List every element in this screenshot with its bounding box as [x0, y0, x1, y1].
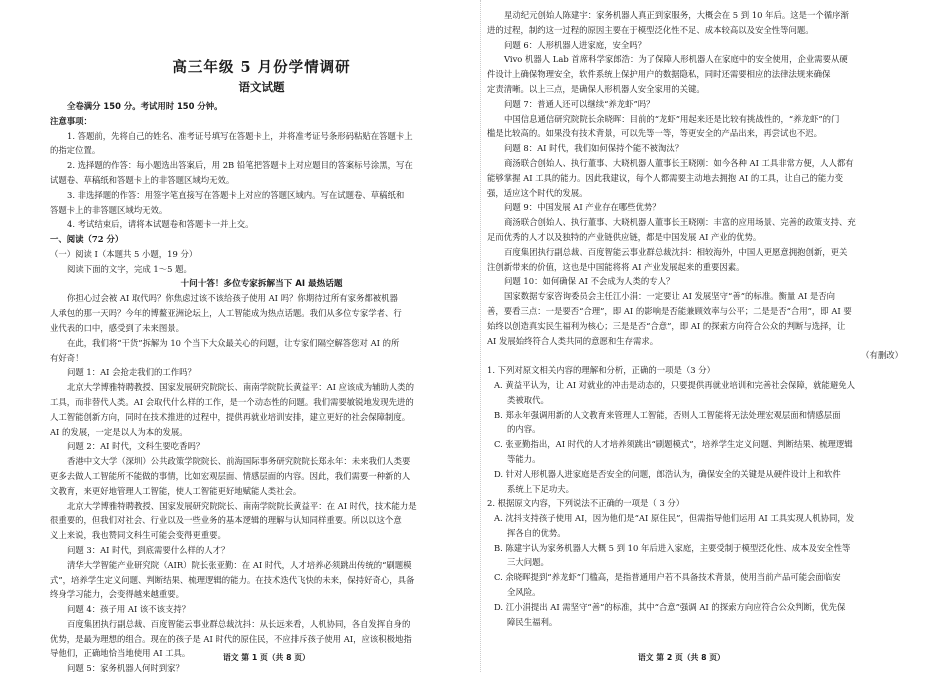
article-line: 始终以创造真实民生福利为核心；三是是否“合意”，即 AI 的探索方向符合公众的判断与选择，让 [487, 320, 846, 331]
article-line: 很重要的，但我们对社会、行业以及一些业务的基本逻辑的理解与认知同样重要。所以以这个意 [50, 515, 402, 526]
article-line: 有好奇！ [50, 352, 84, 363]
article-line: 文教育，来更好地管理人工智能，使人工智能更好地赋能人类社会。 [50, 485, 302, 496]
article-line: 进的过程，制约这一过程的原因主要在于模型泛化性不足、成本较高以及安全性等问题。 [487, 24, 814, 35]
question-heading: 问题 9：中国发展 AI 产业存在哪些优势？ [504, 202, 661, 213]
article-line: 强，适应这个时代的发展。 [487, 187, 588, 198]
question-heading: 问题 2：AI 时代，文科生要吃香吗？ [67, 441, 205, 452]
article-line: 定责清晰。以上三点，是确保人形机器人安全家用的关键。 [487, 83, 705, 94]
subsection-heading: （一）阅读 Ⅰ（本题共 5 小题，19 分） [50, 248, 198, 259]
question-heading: 问题 3：AI 时代，到底需要什么样的人才？ [67, 544, 230, 555]
note-line: 2. 选择题的作答：每小题选出答案后，用 2B 铅笔把答题卡上对应题目的答案标号涂黑，写在 [67, 160, 413, 171]
article-line: 清华大学智能产业研究院（AIR）院长张亚勤：在 AI 时代，人才培养必须跳出传统的“刷题模 [67, 559, 412, 570]
article-line: 北京大学博雅特聘教授、国家发展研究院院长、南南学院院长黄益平：在 AI 时代，技术能力是 [67, 500, 417, 511]
article-line: 百度集团执行副总裁、百度智能云事业群总裁沈抖：相较海外，中国人更愿意拥抱创新，更关 [504, 246, 848, 257]
article-line: 中国信息通信研究院院长余晓晖：目前的“龙虾”用起来还是比较有挑战性的，“养龙虾”的门 [504, 113, 840, 124]
question-1-stem: 1. 下列对原文相关内容的理解和分析，正确的一项是（3 分） [487, 365, 716, 376]
page-footer-left: 语文 第 1 页（共 8 页） [223, 653, 310, 662]
article-line: 业代表的口中，感受到了未来图景。 [50, 322, 184, 333]
exam-subtitle: 语文试题 [238, 80, 285, 94]
note-line: 答题卡上的非答题区域均无效。 [50, 204, 168, 215]
source-note: （有删改） [861, 350, 903, 361]
article-line: 更多去做人工智能所不能做的事情，比如宏观层面、情感层面的内容。因此，我们需要一种新的人 [50, 470, 411, 481]
article-line: 商汤联合创始人、执行董事、大晓机器人董事长王晓刚：如今各种 AI 工具非常方便，人人都有 [504, 157, 854, 168]
question-heading: 问题 5：家务机器人何时到家？ [67, 663, 184, 674]
note-line: 试题卷、草稿纸和答题卡上的非答题区域均无效。 [50, 174, 235, 185]
article-line: 导他们，正确地恰当地使用 AI 工具。 [50, 648, 191, 659]
notes-heading: 注意事项： [50, 115, 92, 126]
article-line: 人承包的那一天吗？今年的博鳌亚洲论坛上，人工智能成为热点话题。我们从多位专家学者、行 [50, 308, 402, 319]
question-heading: 问题 1：AI 会抢走我们的工作吗？ [67, 367, 196, 378]
option-2c: C. 余晓晖提到“养龙虾”门槛高，是指普通用户若不具备技术背景，使用当前产品可能会面临安 [494, 572, 841, 583]
option-2d: D. 江小涓提出 AI 需坚守“善”的标准，其中“合意”强调 AI 的探索方向应符合公众判断，优先保 [494, 601, 846, 612]
article-line: 人工智能创新方向，同时在技术推进的过程中，提供再就业培训安排，建立更好的社会保障制度。 [50, 411, 411, 422]
note-line: 3. 非选择题的作答：用签字笔直接写在答题卡上对应的答题区域内。写在试题卷、草稿纸和 [67, 189, 405, 200]
article-title: 十问十答！多位专家拆解当下 AI 最热话题 [180, 278, 343, 289]
note-line: 1. 答题前，先将自己的姓名、准考证号填写在答题卡上，并将准考证号条形码粘贴在答题卡上 [67, 130, 413, 141]
option-1a-cont: 类被取代。 [507, 394, 549, 405]
section-heading: 一、阅读（72 分） [50, 234, 124, 245]
question-heading: 问题 4：孩子用 AI 该不该支持？ [67, 604, 191, 615]
article-line: Vivo 机器人 Lab 首席科学家郎浩：为了保障人形机器人在家庭中的安全使用，企业需要从硬 [504, 54, 848, 65]
option-1c-cont: 等能力。 [507, 453, 541, 464]
article-line: 能够掌握 AI 工具的能力。因此我建议，每个人都需要主动地去拥抱 AI 的工具，让自己的能力变 [487, 172, 843, 183]
reading-instruction: 阅读下面的文字，完成 1～5 题。 [67, 263, 192, 274]
article-line: 国家数据专家咨询委员会主任江小涓：一定要让 AI 发展坚守“善”的标准。衡量 AI 是否向 [504, 291, 836, 302]
article-line: 工具，而非替代人类。AI 会取代什么样的工作，是一个动态性的问题。我们需要敏锐地发现先进的 [50, 396, 414, 407]
note-line: 的指定位置。 [50, 145, 101, 156]
article-line: 百度集团执行副总裁、百度智能云事业群总裁沈抖：从长远来看，人机协同，各自发挥自身的 [67, 618, 411, 629]
option-2d-cont: 障民生福利。 [507, 616, 558, 627]
right-page [487, 8, 907, 629]
page-fold-divider [480, 0, 481, 672]
option-1a: A. 黄益平认为，让 AI 对就业的冲击是动态的，只要提供再就业培训和完善社会保障，就能避免人 [494, 379, 856, 390]
exam-title: 高三年级 5 月份学情调研 [172, 59, 351, 76]
article-line: 优势，是最为理想的组合。现在的孩子是 AI 时代的原住民，不应排斥孩子使用 AI，应该积极地指 [50, 633, 412, 644]
option-2c-cont: 全风险。 [507, 587, 541, 598]
option-1d-cont: 系统上下足功夫。 [507, 483, 574, 494]
question-heading: 问题 7：普通人还可以继续“养龙虾”吗？ [504, 98, 655, 109]
article-line: 在此，我们将“干货”拆解为 10 个当下大众最关心的问题，让专家们隔空解答您对 AI 的所 [67, 337, 400, 348]
article-line: AI 发展始终符合人类共同的意愿和生存需求。 [487, 335, 659, 346]
article-line: 注创新带来的价值，这也是中国能将将 AI 产业发展起来的重要因素。 [487, 261, 745, 272]
option-1b: B. 郑永年强调用新的人文教育来管理人工智能，否则人工智能将无法处理宏观层面和情感层面 [494, 409, 841, 420]
question-2-stem: 2. 根据原文内容，下列说法不正确的一项是（ 3 分） [487, 498, 685, 509]
option-1d: D. 针对人形机器人进家庭是否安全的问题，郎浩认为，确保安全的关键是从硬件设计上和软件 [494, 468, 841, 479]
article-line: 终身学习能力，会变得越来越重要。 [50, 589, 184, 600]
question-heading: 问题 8：AI 时代，我们如何保持个能不被淘汰？ [504, 143, 684, 154]
article-line: 义上来说，我也赞同文科生可能会变得更重要。 [50, 530, 226, 541]
note-line: 4. 考试结束后，请将本试题卷和答题卡一并上交。 [67, 219, 254, 230]
option-1c: C. 张亚勤指出，AI 时代的人才培养须跳出“刷题模式”，培养学生定义问题、判断结果、梳理逻辑 [494, 439, 853, 450]
option-1b-cont: 的内容。 [507, 424, 541, 435]
question-heading: 问题 6：人形机器人进家庭，安全吗？ [504, 39, 646, 50]
page-footer-right: 语文 第 2 页（共 8 页） [638, 653, 725, 662]
article-line: 式”，培养学生定义问题、判断结果、梳理逻辑的能力。在技术迭代飞快的未来，保持好奇心，具备 [50, 574, 415, 585]
score-info: 全卷满分 150 分。考试用时 150 分钟。 [67, 101, 223, 111]
option-2a: A. 沈抖支持孩子使用 AI，因为他们是“AI 原住民”，但需指导他们运用 AI 工具实现人机协同，发 [494, 513, 855, 524]
article-line: 善，要看三点：一是要否“合理”，即 AI 的影响是否能兼顾效率与公平；二是是否“合用”，即 AI 要 [487, 305, 852, 316]
option-2b-cont: 三大问题。 [507, 557, 549, 568]
question-heading: 问题 10：如何确保 AI 不会成为人类的专人？ [504, 276, 675, 287]
article-line: 香港中文大学（深圳）公共政策学院院长、前海国际事务研究院院长郑永年：未来我们人类要 [67, 456, 411, 467]
article-line: 星动纪元创始人陈建宇：家务机器人真正到家服务，大概会在 5 到 10 年后。这是一个循序渐 [504, 10, 849, 20]
article-line: AI 的发展，一定是以人为本的发展。 [50, 426, 188, 437]
article-line: 件设计上确保物理安全，软件系统上保护用户的数据隐私，同时还需要相应的法律法规来确保 [487, 69, 831, 80]
article-line: 槛是比较高的。如果没有技术背景，可以先等一等，等更安全的产品出来，再尝试也不迟。 [487, 128, 822, 139]
option-2a-cont: 挥各自的优势。 [507, 527, 566, 538]
article-line: 北京大学博雅特聘教授、国家发展研究院院长、南南学院院长黄益平：AI 应该成为辅助人类的 [67, 382, 415, 393]
article-line: 足而优秀的人才以及独特的产业链供应链，都是中国发展 AI 产业的优势。 [487, 231, 762, 242]
article-line: 你担心过会被 AI 取代吗？你焦虑过该不该给孩子使用 AI 吗？你期待过所有家务都被机器 [67, 293, 398, 304]
option-2b: B. 陈建宇认为家务机器人大概 5 到 10 年后进入家庭，主要受制于模型泛化性、成本及安全性等 [494, 542, 851, 553]
article-line: 商汤联合创始人、执行董事、大晓机器人董事长王晓刚：丰富的应用场景、完善的政策支持、充 [504, 217, 856, 228]
left-page [50, 8, 473, 676]
